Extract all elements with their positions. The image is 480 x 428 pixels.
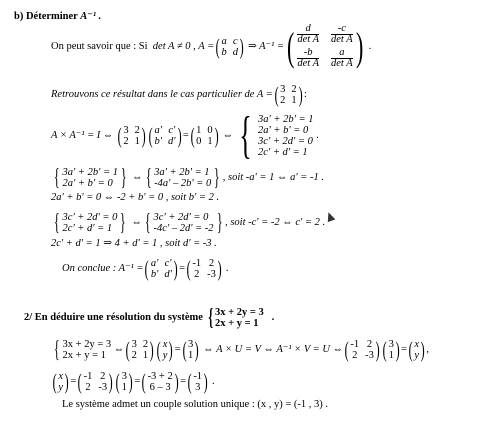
frac-den: det A <box>331 58 353 69</box>
equals-sign: = <box>179 263 186 274</box>
final-conclusion: Le système admet un couple solution unique : (x , y) = (-1 , 3) . <box>62 399 329 410</box>
savoir-end: . <box>368 40 372 52</box>
equals-sign: = <box>174 344 181 355</box>
heading-b-text: b) Déterminer <box>14 11 78 22</box>
vector-cell: -1 <box>193 371 203 382</box>
retrouvons-line <box>51 84 307 106</box>
vector-cell: 3 <box>388 339 394 350</box>
matrix-cell: b' <box>154 136 163 147</box>
system-a-b-transformed: { 3a' + 2b' = 1 -4a' – 2b' = 0 } <box>145 165 220 191</box>
matrix-cell: 0 <box>207 125 213 136</box>
heading-2-end: . <box>271 312 275 323</box>
calc-end: . <box>212 376 215 387</box>
vector-u-2: ( x y ) <box>408 337 425 362</box>
step2-line <box>51 211 325 235</box>
resolution-text: ⇔ A × U = V ⇔ A⁻¹ × V = U ⇔ <box>203 344 344 355</box>
matrix-cell: c' <box>168 125 176 136</box>
vector-cell: y <box>58 382 63 393</box>
frac-num: d <box>297 24 319 35</box>
product-end: . <box>316 130 319 141</box>
matrix-cell: a' <box>154 125 163 136</box>
vector-cell: 3 <box>187 339 194 350</box>
system-equation: 2a' + b' = 0 <box>62 178 113 189</box>
vector-cell: 1 <box>388 350 394 361</box>
heading-2 <box>24 306 274 330</box>
system-equation: 3a' + 2b' = 1 <box>154 167 210 178</box>
vector-cell: 1 <box>121 382 127 393</box>
system-equation: -4c' – 2d' = -2 <box>153 223 214 234</box>
system-equation: 3c' + 2d' = 0 <box>62 212 118 223</box>
product-line <box>51 107 319 164</box>
matrix-a-res: ( 3 2 2 1 ) <box>125 337 154 362</box>
system-equation: -4a' – 2b' = 0 <box>154 178 212 189</box>
matrix-a-inverse-general: ( $\frac{d}{\text{det A}}$ $\frac{-c}{\text{det A}}$ $\frac{-b}{\text{det A}}$ $\frac{a}{\text{det A}}$ ) <box>286 23 364 69</box>
equals-sign: = <box>134 376 141 387</box>
equals-sign: = <box>401 344 408 355</box>
vector-cell: 3 <box>121 371 127 382</box>
vector-b-calc: ( 3 1 ) <box>116 369 133 394</box>
equivalence-arrow: ⇔ <box>113 344 125 355</box>
resolution-line <box>51 338 429 362</box>
system-c-d: { 3c' + 2d' = 0 2c' + d' = 1 } <box>53 210 127 236</box>
matrix-cell: -3 <box>207 269 216 280</box>
vector-xy: ( x y ) <box>52 369 69 394</box>
matrix-inverse-calc: ( -1 2 2 -3 ) <box>77 369 113 394</box>
matrix-cell: 1 <box>291 95 297 106</box>
matrix-cell: -1 <box>192 258 202 269</box>
matrix-cell: b <box>221 46 227 58</box>
step1-line <box>51 166 324 190</box>
matrix-cell: -3 <box>365 350 374 361</box>
system-equation: 3a' + 2b' = 1 <box>62 167 118 178</box>
system-equation: 2c' + d' = 1 <box>258 147 308 158</box>
system-c-d-transformed: { 3c' + 2d' = 0 -4c' – 2d' = -2 } <box>144 210 223 236</box>
vector-v-2: ( 3 1 ) <box>382 337 400 362</box>
matrix-cell: c <box>233 35 238 47</box>
matrix-inverse-res: ( -1 2 2 -3 ) <box>344 337 380 362</box>
matrix-cell: 2 <box>131 350 137 361</box>
system-equation: 2x + y = 1 <box>215 318 259 329</box>
matrix-cell: 3 <box>131 339 137 350</box>
matrix-cell: 2 <box>142 339 149 350</box>
matrix-inverse-numeric: ( -1 2 2 -3 ) <box>186 256 222 281</box>
matrix-a-general: ( a c b d ) <box>215 33 244 59</box>
matrix-cell: 2 <box>366 339 373 350</box>
system-equation: 3a' + 2b' = 1 <box>258 114 314 125</box>
product-lhs: A × A⁻¹ = I ⇔ <box>51 130 114 141</box>
matrix-cell: d' <box>168 136 176 147</box>
system-equation: 3c' + 2d' = 0 <box>153 212 209 223</box>
vector-result: ( -1 3 ) <box>187 369 208 394</box>
vector-cell: 3 <box>195 382 201 393</box>
matrix-cell: -1 <box>350 339 360 350</box>
inverse-formula-line <box>51 24 371 69</box>
matrix-cell: 2 <box>208 258 215 269</box>
system-equation: 3x + 2y = 3 <box>62 339 112 350</box>
frac-den: det A <box>331 34 353 45</box>
frac-num: a <box>331 48 353 59</box>
system-a-b: { 3a' + 2b' = 1 2a' + b' = 0 } <box>53 165 127 191</box>
calc-line <box>51 371 215 393</box>
step1-result: , soit -a' = 1 ⇔ a' = -1 . <box>222 172 324 183</box>
resolution-end: , <box>426 344 430 355</box>
conclusion-text: On conclue : A⁻¹ = <box>62 263 144 274</box>
matrix-cell: 0 <box>196 136 202 147</box>
equivalence-arrow: ⇔ <box>132 172 143 183</box>
matrix-cell: 2 <box>100 371 106 382</box>
vector-u: ( x y ) <box>157 337 174 362</box>
retrouvons-text: Retrouvons ce résultat dans le cas particulier de A = <box>51 89 273 100</box>
system-equation: 3x + 2y = 3 <box>215 307 264 318</box>
matrix-cell: a <box>221 35 227 47</box>
matrix-a: ( 3 2 2 1 ) <box>274 82 303 107</box>
vector-v: ( 3 1 ) <box>182 337 199 362</box>
line-d-value: 2c' + d' = 1 ⇒ 4 + d' = 1 , soit d' = -3 . <box>51 238 217 249</box>
savoir-arrow: ⇒ A⁻¹ = <box>247 40 284 52</box>
matrix-cell: -1 <box>83 371 93 382</box>
matrix-cell: 1 <box>142 350 149 361</box>
matrix-cell: d <box>232 46 238 58</box>
matrix-identity: ( 1 0 0 1 ) <box>190 123 219 148</box>
frac-den: det A <box>297 34 320 45</box>
equivalence-arrow: ⇔ <box>222 130 234 141</box>
matrix-cell: 1 <box>207 136 213 147</box>
matrix-inverse-symbolic: ( a' c' b' d' ) <box>145 256 178 281</box>
conclusion-end: . <box>225 263 229 274</box>
matrix-cell: b' <box>150 269 159 280</box>
vector-cell: y <box>414 350 420 361</box>
system-equation: 2a' + b' = 0 <box>258 125 309 136</box>
vector-cell: x <box>162 339 168 350</box>
vector-cell: x <box>414 339 420 350</box>
frac-den: det A <box>297 58 320 69</box>
heading-b <box>14 11 101 23</box>
retrouvons-end: : <box>303 89 307 100</box>
savoir-prefix: On peut savoir que : Si <box>51 40 148 52</box>
system-equation: 2c' + d' = 1 <box>62 223 113 234</box>
mouse-cursor-icon <box>325 211 336 222</box>
matrix-cell: 2 <box>134 125 140 136</box>
heading-b-symbol: A⁻¹ . <box>80 11 102 22</box>
matrix-cell: 1 <box>134 136 140 147</box>
matrix-cell: 2 <box>352 350 358 361</box>
vector-cell: y <box>162 350 168 361</box>
line-b-value: 2a' + b' = 0 ⇔ -2 + b' = 0 , soit b' = 2 . <box>51 192 220 203</box>
system-four-equations: { 3a' + 2b' = 1 2a' + b' = 0 3c' + 2d' = 0 2c' + d' = 1 <box>239 107 314 164</box>
system-equation: 2x + y = 1 <box>62 350 106 361</box>
matrix-cell: 2 <box>291 84 297 95</box>
matrix-cell: 3 <box>280 84 286 95</box>
heading-2-text: 2/ En déduire une résolution du système <box>24 312 203 323</box>
matrix-unknown: ( a' c' b' d' ) <box>148 123 182 148</box>
resolution-system: { 3x + 2y = 3 2x + y = 1 <box>53 337 112 363</box>
equals-sign: = <box>70 376 77 387</box>
matrix-cell: c' <box>164 258 172 269</box>
vector-cell: -3 + 2 <box>147 371 173 382</box>
matrix-a-product: ( 3 2 2 1 ) <box>117 123 146 148</box>
matrix-cell: 2 <box>123 136 129 147</box>
matrix-cell: 2 <box>194 269 200 280</box>
heading-2-system: { 3x + 2y = 3 2x + y = 1 <box>207 305 264 331</box>
vector-cell: 6 – 3 <box>149 382 171 393</box>
matrix-cell: d' <box>164 269 172 280</box>
vector-cell: 1 <box>187 350 194 361</box>
savoir-condition: det A ≠ 0 , A = <box>152 40 215 52</box>
frac-num: -c <box>331 24 353 35</box>
conclusion-line <box>62 258 228 280</box>
matrix-cell: 3 <box>123 125 129 136</box>
equals-sign: = <box>182 130 189 141</box>
equivalence-arrow: ⇔ <box>131 217 143 228</box>
matrix-cell: a' <box>150 258 159 269</box>
system-equation: 3c' + 2d' = 0 <box>258 136 313 147</box>
vector-intermediate: ( -3 + 2 6 – 3 ) <box>141 369 179 394</box>
frac-num: -b <box>297 48 319 59</box>
matrix-cell: 1 <box>196 125 202 136</box>
matrix-cell: -3 <box>98 382 108 393</box>
vector-cell: x <box>58 371 63 382</box>
equals-sign: = <box>180 376 186 387</box>
matrix-cell: 2 <box>280 95 286 106</box>
step2-result: , soit -c' = -2 ⇔ c' = 2 . <box>225 217 326 228</box>
matrix-cell: 2 <box>85 382 91 393</box>
